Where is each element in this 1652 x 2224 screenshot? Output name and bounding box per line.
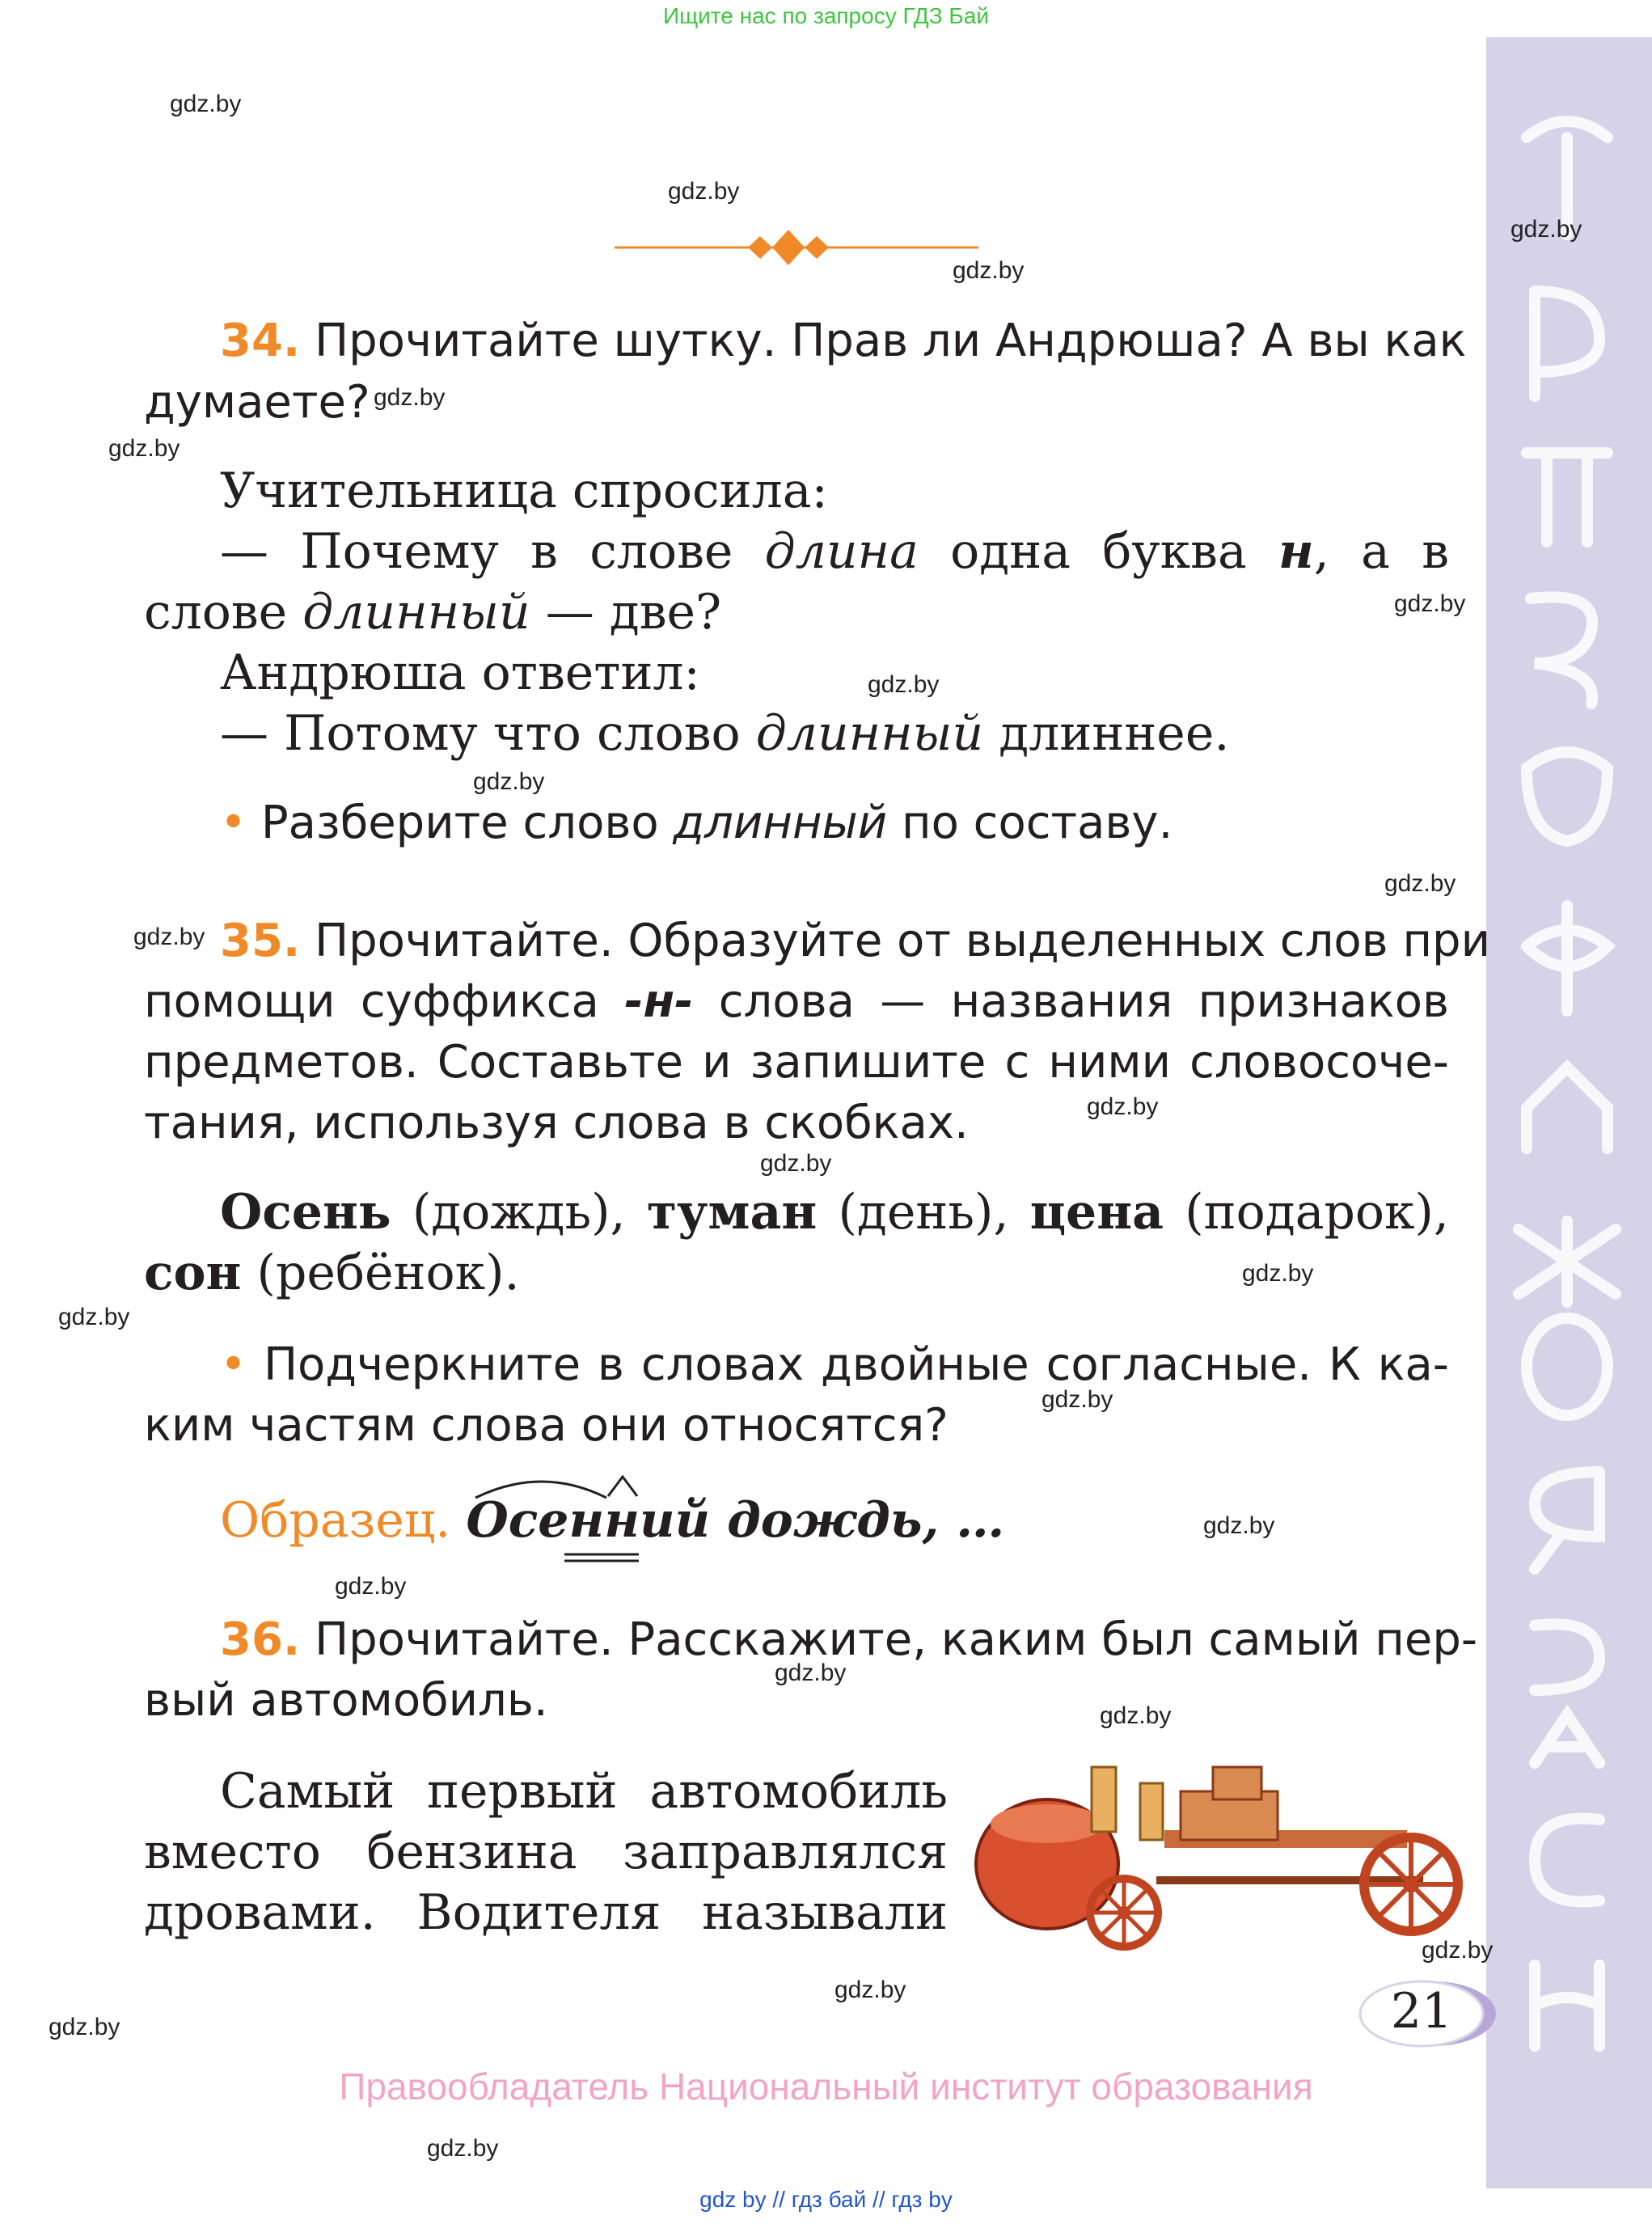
sample-line: Образец. Осенний дождь, … (220, 1492, 1005, 1549)
watermark: gdz.by (473, 768, 545, 795)
bullet-icon: • (220, 1338, 247, 1391)
watermark: gdz.by (133, 924, 205, 950)
sample-root: Осен (466, 1492, 605, 1549)
car-text-line-3: дровами. Водителя называли (144, 1884, 948, 1941)
word-list-line-2: сон (ребёнок). (144, 1245, 520, 1301)
watermark: gdz.by (335, 1573, 407, 1600)
top-banner: Ищите нас по запросу ГДЗ Бай (662, 3, 990, 28)
watermark: gdz.by (953, 257, 1025, 284)
story-line-2: — Почему в слове длина одна буква н, а в (220, 523, 1449, 580)
sample-label: Образец. (220, 1492, 451, 1549)
watermark: gdz.by (1100, 1702, 1172, 1729)
ornament-divider-icon (606, 226, 987, 267)
exercise-36-number: 36. (220, 1613, 301, 1666)
watermark: gdz.by (834, 1977, 906, 2003)
watermark: gdz.by (760, 1150, 832, 1177)
copyright-footer: Правообладатель Национальный институт образования (339, 2065, 1313, 2108)
exercise-36-line-2: вый автомобиль. (144, 1674, 548, 1727)
watermark: gdz.by (170, 91, 242, 117)
page-number: 21 (1390, 1983, 1453, 2040)
watermark: gdz.by (1422, 1937, 1494, 1964)
watermark: gdz.by (1203, 1512, 1275, 1539)
watermark: gdz.by (427, 2135, 499, 2162)
watermark: gdz.by (108, 435, 180, 462)
watermark: gdz.by (868, 671, 940, 698)
exercise-35-number: 35. (220, 915, 301, 967)
exercise-34-task: • Разберите слово длинный по составу. (220, 797, 1173, 849)
car-text-line-2: вместо бензина заправлялся (144, 1824, 948, 1880)
exercise-34-line-1: 34. Прочитайте шутку. Прав ли Андрюша? А вы как (220, 315, 1467, 367)
watermark: gdz.by (1394, 590, 1466, 617)
watermark: gdz.by (1242, 1260, 1314, 1287)
story-line-1: Учительница спросила: (220, 463, 828, 519)
exercise-35-line-1: 35. Прочитайте. Образуйте от выделенных слов при (220, 915, 1490, 967)
exercise-34-number: 34. (220, 315, 301, 367)
watermark: gdz.by (775, 1660, 847, 1686)
watermark: gdz.by (374, 384, 446, 411)
exercise-35-task-line-1: • Подчеркните в словах двойные согласные. К ка- (220, 1338, 1449, 1391)
sample-suffix: н (604, 1492, 640, 1549)
watermark: gdz.by (1087, 1093, 1159, 1120)
decorative-letters-icon (1486, 105, 1652, 2127)
first-car-image (970, 1735, 1480, 1953)
story-line-4: Андрюша ответил: (220, 645, 700, 701)
watermark: gdz.by (1510, 216, 1582, 243)
story-line-5: — Потому что слово длинный длиннее. (220, 705, 1230, 762)
exercise-36-line-1: 36. Прочитайте. Расскажите, каким был самый пер- (220, 1613, 1478, 1666)
exercise-35-task-line-2: ким частям слова они относятся? (144, 1399, 949, 1452)
exercise-35-line-2: помощи суффикса -н- слова — названия признаков (144, 975, 1449, 1028)
bullet-icon: • (220, 797, 247, 849)
story-line-3: слове длинный — две? (144, 584, 722, 641)
word-list-line-1: Осень (дождь), туман (день), цена (подарок), (220, 1184, 1449, 1241)
exercise-34-line-2: думаете? (144, 376, 370, 429)
watermark: gdz.by (1041, 1386, 1113, 1413)
watermark: gdz.by (49, 2014, 120, 2040)
bottom-links[interactable]: gdz by // гдз бай // гдз by (699, 2187, 953, 2212)
watermark: gdz.by (1384, 870, 1456, 897)
watermark: gdz.by (668, 178, 740, 205)
car-text-line-1: Самый первый автомобиль (220, 1763, 948, 1820)
exercise-35-line-4: тания, используя слова в скобках. (144, 1097, 969, 1149)
exercise-35-line-3: предметов. Составьте и запишите с ними словосоче- (144, 1036, 1449, 1089)
watermark: gdz.by (58, 1304, 130, 1330)
morpheme-marks-icon (469, 1470, 679, 1567)
